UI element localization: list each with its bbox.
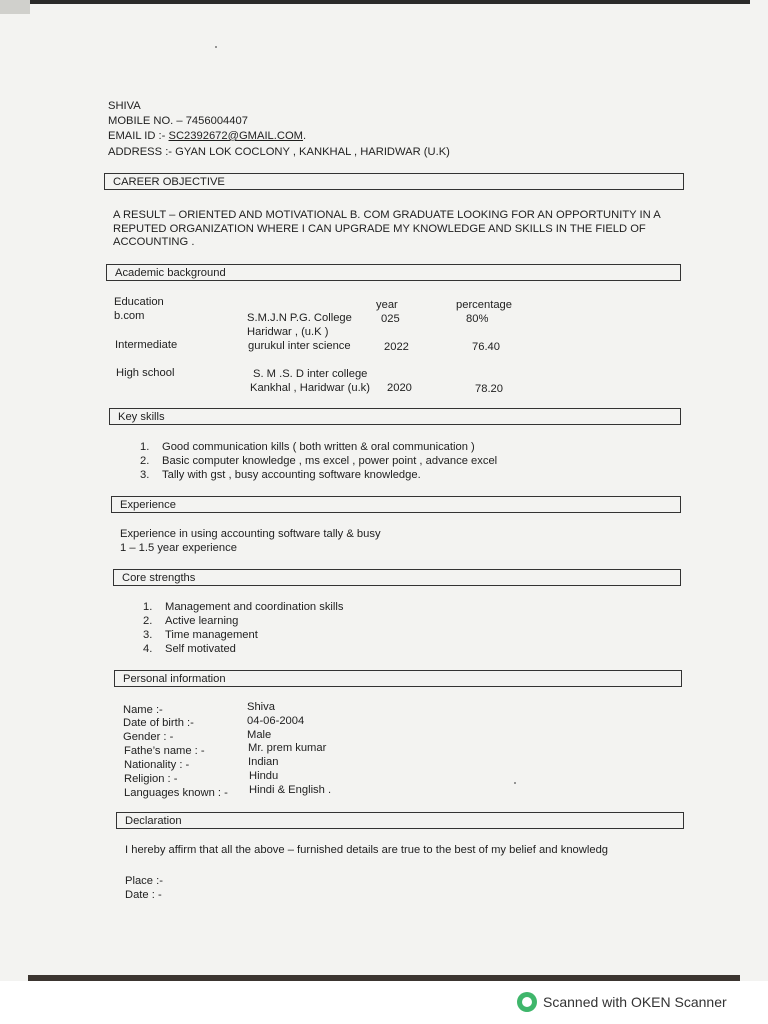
personal-label: Religion : - <box>124 773 178 785</box>
year-column-header: year <box>376 299 398 311</box>
email-line <box>108 129 306 143</box>
academic-background-header <box>106 264 681 281</box>
personal-value: Hindu <box>249 770 279 782</box>
career-objective-line: REPUTED ORGANIZATION WHERE I CAN UPGRADE MY KNOWLEDGE AND SKILLS IN THE FIELD OF <box>113 223 646 235</box>
career-objective-line: A RESULT – ORIENTED AND MOTIVATIONAL B. COM GRADUATE LOOKING FOR AN OPPORTUNITY IN A <box>113 209 661 221</box>
institution-name: gurukul inter science <box>248 340 351 352</box>
scan-top-left-shadow <box>0 0 30 14</box>
email-period: . <box>303 130 307 142</box>
education-percentage: 76.40 <box>472 341 500 353</box>
list-item <box>140 440 497 454</box>
mobile-number: MOBILE NO. – 7456004407 <box>108 115 248 127</box>
skill-text: Basic computer knowledge , ms excel , power point , advance excel <box>162 455 498 467</box>
section-title: Academic background <box>115 267 226 279</box>
education-year: 025 <box>381 313 400 325</box>
personal-label: Name :- <box>123 704 163 716</box>
personal-value: Shiva <box>247 701 275 713</box>
list-number: 4. <box>143 643 153 655</box>
scanner-watermark <box>517 991 727 1013</box>
career-objective-line: ACCOUNTING . <box>113 236 195 248</box>
section-title: Core strengths <box>122 572 196 584</box>
education-year: 2022 <box>384 341 409 353</box>
personal-value: Indian <box>248 756 279 768</box>
section-title: Experience <box>120 499 176 511</box>
declaration-place: Place :- <box>125 875 163 887</box>
institution-location: Kankhal , Haridwar (u.k) <box>250 382 370 394</box>
list-number: 3. <box>140 469 150 481</box>
scan-top-edge <box>20 0 750 4</box>
personal-information-header <box>114 670 682 687</box>
strength-text: Management and coordination skills <box>165 601 344 613</box>
strength-text: Active learning <box>165 615 239 627</box>
percentage-column-header: percentage <box>456 299 512 311</box>
list-item <box>143 628 343 642</box>
personal-label: Nationality : - <box>124 759 190 771</box>
education-year: 2020 <box>387 382 412 394</box>
list-item <box>143 614 343 628</box>
section-title: Key skills <box>118 411 165 423</box>
personal-label: Languages known : - <box>124 787 228 799</box>
personal-value: Male <box>247 729 272 741</box>
institution-name: S. M .S. D inter college <box>253 368 368 380</box>
experience-line: 1 – 1.5 year experience <box>120 542 237 554</box>
career-objective-header <box>104 173 684 190</box>
education-level: High school <box>116 367 175 379</box>
declaration-text: I hereby affirm that all the above – furnished details are true to the best of my belief and knowledg <box>125 844 609 856</box>
list-number: 3. <box>143 629 153 641</box>
strength-text: Self motivated <box>165 643 236 655</box>
core-strengths-list <box>143 600 343 656</box>
list-item <box>140 468 497 482</box>
strength-text: Time management <box>165 629 258 641</box>
experience-header <box>111 496 681 513</box>
institution-location: Haridwar , (u.K ) <box>247 326 329 338</box>
personal-label: Gender : - <box>123 731 174 743</box>
key-skills-header <box>109 408 681 425</box>
key-skills-list <box>140 440 497 482</box>
personal-value: Mr. prem kumar <box>248 742 327 754</box>
education-percentage: 78.20 <box>475 383 503 395</box>
personal-value: Hindi & English . <box>249 784 332 796</box>
education-level: Intermediate <box>115 339 178 351</box>
list-item <box>140 454 497 468</box>
list-number: 1. <box>143 601 153 613</box>
candidate-name: SHIVA <box>108 100 141 112</box>
core-strengths-header <box>113 569 681 586</box>
email-label: EMAIL ID :- <box>108 130 169 142</box>
personal-label: Date of birth :- <box>123 717 194 729</box>
list-item <box>143 642 343 656</box>
list-number: 2. <box>140 455 150 467</box>
section-title: CAREER OBJECTIVE <box>113 176 225 188</box>
institution-name: S.M.J.N P.G. College <box>247 312 352 324</box>
email-address[interactable]: SC2392672@GMAIL.COM <box>168 130 303 142</box>
experience-line: Experience in using accounting software tally & busy <box>120 528 381 540</box>
list-item <box>143 600 343 614</box>
scan-speck <box>215 46 217 48</box>
oken-scanner-logo-icon <box>517 992 537 1012</box>
declaration-date: Date : - <box>125 889 162 901</box>
scan-speck <box>514 782 516 784</box>
declaration-header <box>116 812 684 829</box>
skill-text: Good communication kills ( both written & oral communication ) <box>162 441 475 453</box>
section-title: Personal information <box>123 673 226 685</box>
list-number: 2. <box>143 615 153 627</box>
education-level: b.com <box>114 310 145 322</box>
scanner-watermark-text: Scanned with OKEN Scanner <box>543 994 727 1010</box>
personal-label: Fathe’s name : - <box>124 745 205 757</box>
education-column-header: Education <box>114 296 164 308</box>
education-percentage: 80% <box>466 313 489 325</box>
address: ADDRESS :- GYAN LOK COCLONY , KANKHAL , HARIDWAR (U.K) <box>108 146 450 158</box>
section-title: Declaration <box>125 815 182 827</box>
personal-value: 04-06-2004 <box>247 715 305 727</box>
skill-text: Tally with gst , busy accounting software knowledge. <box>162 469 421 481</box>
list-number: 1. <box>140 441 150 453</box>
